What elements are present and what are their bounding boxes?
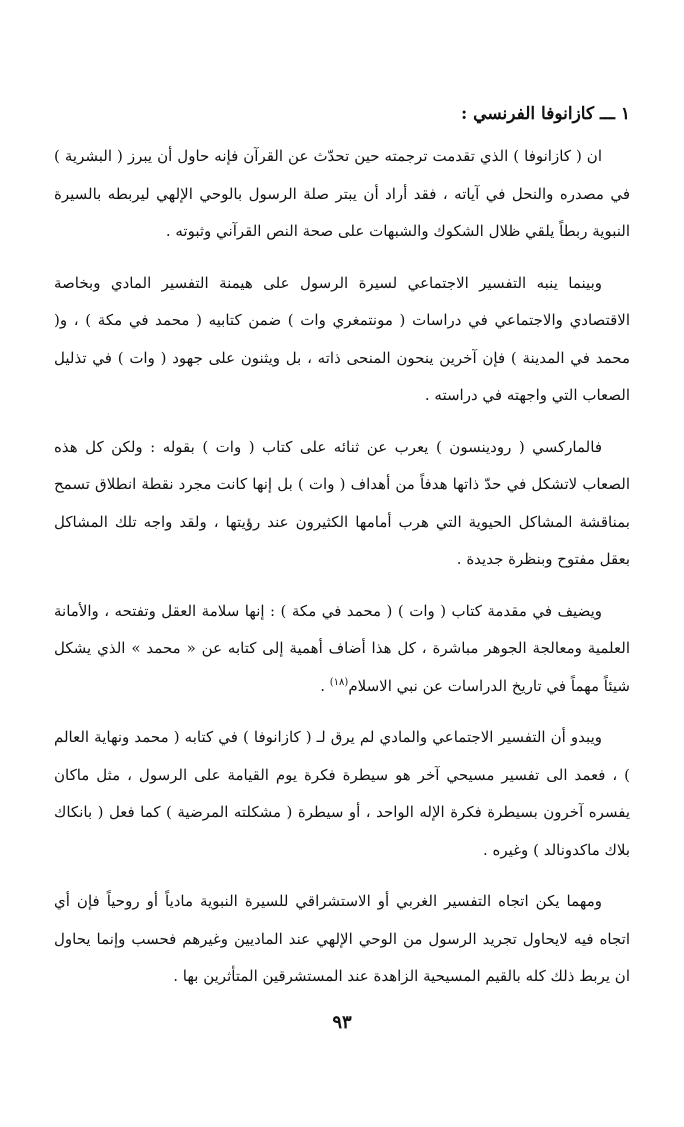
paragraph-3: [54, 429, 630, 579]
page-content: [54, 100, 630, 996]
paragraph-2-text: وبينما ينبه التفسير الاجتماعي لسيرة الرسول على هيمنة التفسير المادي وبخاصة الاقتصادي والاجتماعي في دراسات ( مونتمغري وات ) ضمن كتابيه ( محمد في مكة ) ، و( محمد في المدينة ) فإن آخرين ينحون المنحى ذاته ، بل ويثنون على جهود ( وات ) في تذليل الصعاب التي واجهته في دراسته .: [54, 273, 630, 404]
paragraph-1-text: ان ( كازانوفا ) الذي تقدمت ترجمته حين تحدّث عن القرآن فإنه حاول أن يبرز ( البشرية ) في مصدره والنحل في آياته ، فقد أراد أن يبتر صلة الرسول بالوحي الإلهي ليربطه بالسيرة النبوية ربطاً يلقي ظلال الشكوك والشبهات على صحة النص القرآني وثبوته .: [54, 147, 630, 240]
paragraph-6: [54, 883, 630, 996]
paragraph-5: [54, 719, 630, 869]
section-heading: ١ ـــ كازانوفا الفرنسي :: [460, 104, 630, 124]
paragraph-2: [54, 265, 630, 415]
paragraph-6-text: ومهما يكن اتجاه التفسير الغربي أو الاستشراقي للسيرة النبوية مادياً أو روحياً فإن أي اتجاه فيه لايحاول تجريد الرسول من الوحي الإلهي عند الماديين وغيرهم فحسب وإنما يحاول ان يربط ذلك كله بالقيم المسيحية الزاهدة عند المستشرقين المتأثرين بها .: [54, 892, 630, 985]
paragraph-1: [54, 138, 630, 251]
paragraph-4-text: ويضيف في مقدمة كتاب ( وات ) ( محمد في مكة ) : إنها سلامة العقل وتفتحه ، والأمانة العلمية ومعالجة الجوهر مباشرة ، كل هذا أضاف أهمية إلى كتابه عن « محمد » الذي يشكل شيئاً مهماً في تاريخ الدراسات عن نبي الاسلام: [54, 601, 630, 695]
paragraph-4: [54, 593, 630, 706]
paragraph-4-end: .: [320, 676, 330, 695]
footnote-marker: (١٨): [329, 676, 349, 688]
page-number: ٩٣: [332, 1012, 352, 1033]
paragraph-3-text: فالماركسي ( رودينسون ) يعرب عن ثنائه على كتاب ( وات ) بقوله : ولكن كل هذه الصعاب لاتشكل في حدّ ذاتها هدفاً من أهداف ( وات ) بل إنها كانت مجرد نقطة انطلاق تسمح بمناقشة المشاكل الحيوية التي هرب أمامها الكثيرون عند رؤيتها ، ولقد واجه تلك المشاكل بعقل مفتوح وبنظرة جديدة .: [54, 437, 630, 568]
paragraph-5-text: ويبدو أن التفسير الاجتماعي والمادي لم يرق لـ ( كازانوفا ) في كتابه ( محمد ونهاية العالم ) ، فعمد الى تفسير مسيحي آخر هو سيطرة فكرة يوم القيامة على الرسول ، مثل ماكان يفسره آخرون بسيطرة فكرة الإله الواحد ، أو سيطرة ( مشكلته المرضية ) كما فعل ( بانكاك بلاك ماكدونالد ) وغيره .: [54, 728, 630, 859]
